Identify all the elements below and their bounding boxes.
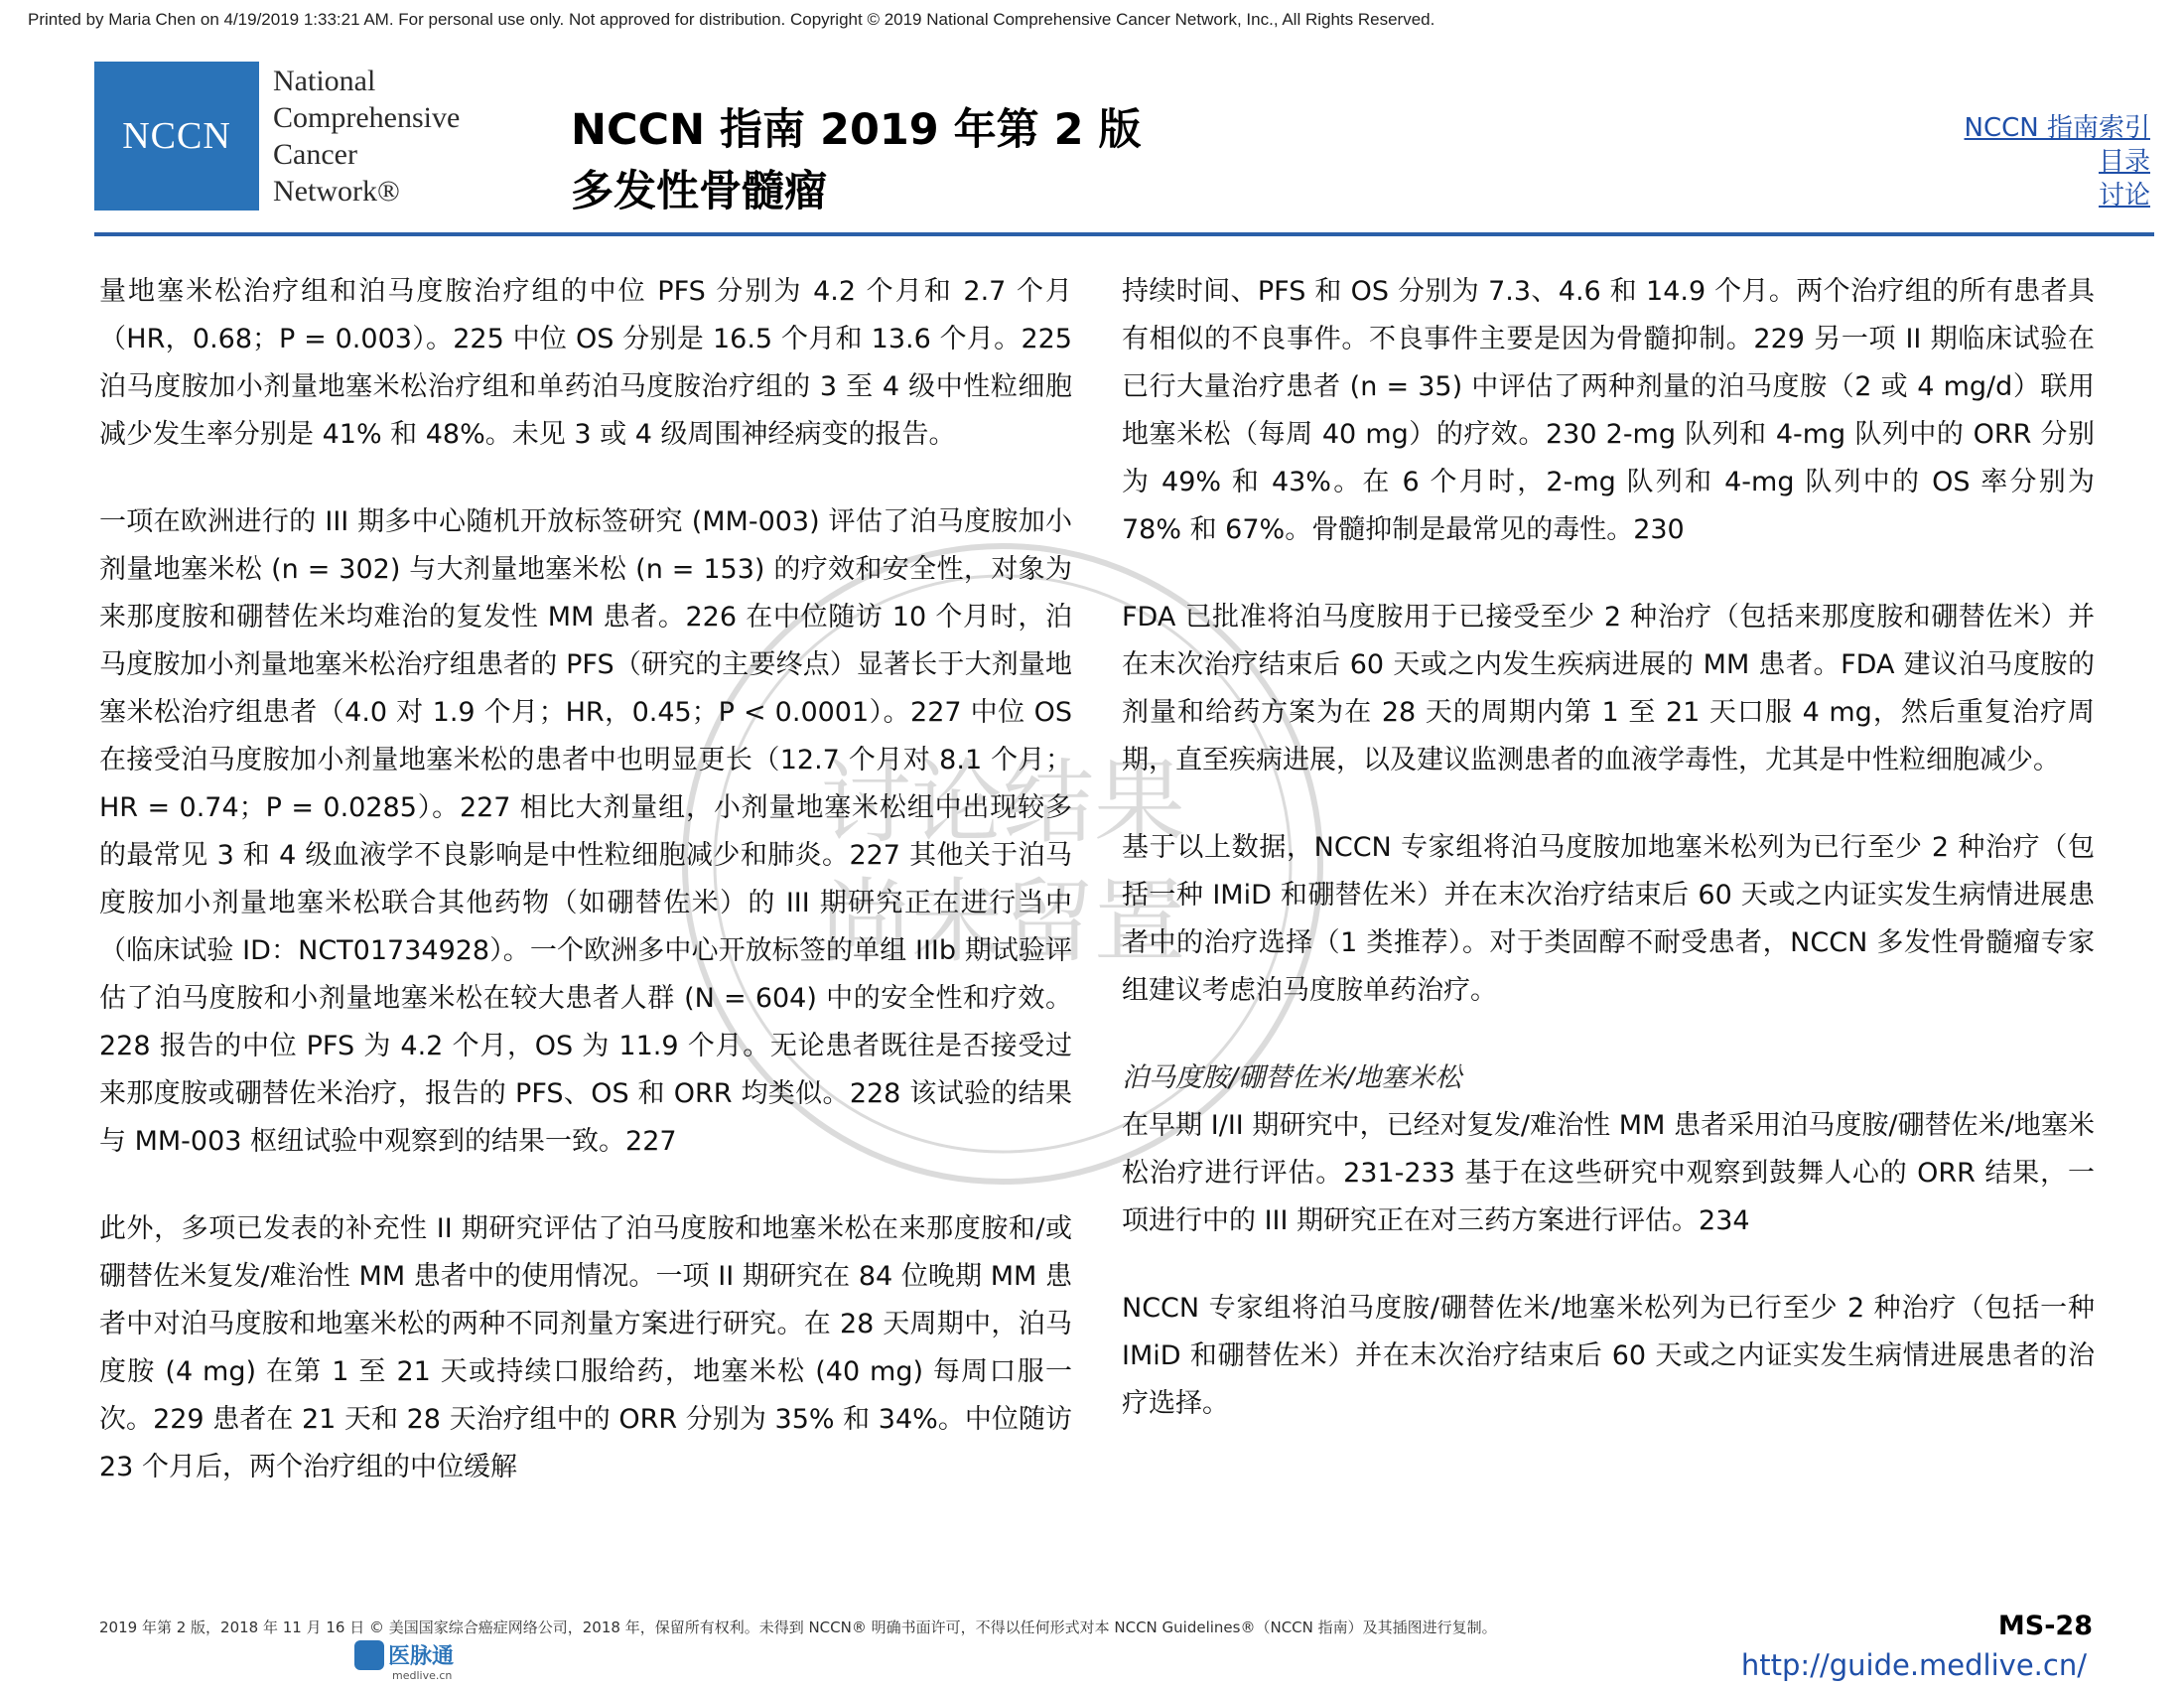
paragraph: 量地塞米松治疗组和泊马度胺治疗组的中位 PFS 分别为 4.2 个月和 2.7 个月（HR，0.68；P = 0.003）。225 中位 OS 分别是 16.5 个月和 13.6 个月。225 泊马度胺加小剂量地塞米松治疗组和单药泊马度胺治疗组的 3 至 4 级中性粒细胞减少发生率分别是 41% 和 48%。未见 3 或 4 级周围神经病变的报告。 bbox=[99, 276, 1072, 450]
title-line-2: 多发性骨髓瘤 bbox=[571, 167, 827, 216]
header-divider bbox=[94, 232, 2154, 236]
nccn-logo-words bbox=[273, 63, 460, 210]
page-title bbox=[571, 99, 1142, 222]
paragraph: NCCN 专家组将泊马度胺/硼替佐米/地塞米松列为已行至少 2 种治疗（包括一种 IMiD 和硼替佐米）并在末次治疗结束后 60 天或之内证实发生病情进展患者的治疗选择。 bbox=[1122, 1293, 2095, 1419]
medlive-logo-domain: medlive.cn bbox=[392, 1669, 453, 1682]
logo-word: Cancer bbox=[273, 138, 357, 171]
medlive-url-link[interactable]: http://guide.medlive.cn/ bbox=[1740, 1648, 2087, 1682]
paragraph: FDA 已批准将泊马度胺用于已接受至少 2 种治疗（包括来那度胺和硼替佐米）并在末次治疗结束后 60 天或之内发生疾病进展的 MM 患者。FDA 建议泊马度胺的剂量和给药方案为在 28 天的周期内第 1 至 21 天口服 4 mg，然后重复治疗周期，直至疾病进展，以及建议监测患者的血液学毒性，尤其是中性粒细胞减少。 bbox=[1122, 602, 2095, 775]
nccn-logo bbox=[94, 62, 460, 211]
title-line-1: NCCN 指南 2019 年第 2 版 bbox=[571, 105, 1142, 155]
page-number: MS-28 bbox=[1997, 1611, 2093, 1641]
paragraph: 在早期 I/II 期研究中，已经对复发/难治性 MM 患者采用泊马度胺/硼替佐米/地塞米松治疗进行评估。231-233 基于在这些研究中观察到鼓舞人心的 ORR 结果，一项进行中的 III 期研究正在对三药方案进行评估。234 bbox=[1122, 1110, 2095, 1236]
logo-word: National bbox=[273, 65, 376, 97]
left-column bbox=[99, 268, 1072, 1531]
section-subheading: 泊马度胺/硼替佐米/地塞米松 bbox=[1122, 1062, 1462, 1093]
paragraph: 基于以上数据，NCCN 专家组将泊马度胺加地塞米松列为已行至少 2 种治疗（包括一种 IMiD 和硼替佐米）并在末次治疗结束后 60 天或之内证实发生病情进展患者中的治疗选择（1 类推荐）。对于类固醇不耐受患者，NCCN 多发性骨髓瘤专家组建议考虑泊马度胺单药治疗。 bbox=[1122, 832, 2095, 1006]
paragraph: 持续时间、PFS 和 OS 分别为 7.3、4.6 和 14.9 个月。两个治疗组的所有患者具有相似的不良事件。不良事件主要是因为骨髓抑制。229 另一项 II 期临床试验在已行大量治疗患者 (n = 35) 中评估了两种剂量的泊马度胺（2 或 4 mg/d）联用地塞米松（每周 40 mg）的疗效。230 2-mg 队列和 4-mg 队列中的 ORR 分别为 49% 和 43%。在 6 个月时，2-mg 队列和 4-mg 队列中的 OS 率分别为 78% 和 67%。骨髓抑制是最常见的毒性。230 bbox=[1122, 276, 2096, 545]
guideline-nav bbox=[1965, 111, 2150, 212]
medlive-logo-name: 医脉通 bbox=[388, 1644, 455, 1669]
paragraph: 此外，多项已发表的补充性 II 期研究评估了泊马度胺和地塞米松在来那度胺和/或硼替佐米复发/难治性 MM 患者中的使用情况。一项 II 期研究在 84 位晚期 MM 患者中对泊马度胺和地塞米松的两种不同剂量方案进行研究。在 28 天周期中，泊马度胺 (4 mg) 在第 1 至 21 天或持续口服给药，地塞米松 (40 mg) 每周口服一次。229 患者在 21 天和 28 天治疗组中的 ORR 分别为 35% 和 34%。中位随访 23 个月后，两个治疗组的中位缓解 bbox=[99, 1213, 1072, 1482]
paragraph: 一项在欧洲进行的 III 期多中心随机开放标签研究 (MM-003) 评估了泊马度胺加小剂量地塞米松 (n = 302) 与大剂量地塞米松 (n = 153) 的疗效和安全性，对象为来那度胺和硼替佐米均难治的复发性 MM 患者。226 在中位随访 10 个月时，泊马度胺加小剂量地塞米松治疗组患者的 PFS（研究的主要终点）显著长于大剂量地塞米松治疗组患者（4.0 对 1.9 个月；HR，0.45；P < 0.0001）。227 中位 OS 在接受泊马度胺加小剂量地塞米松的患者中也明显更长（12.7 个月对 8.1 个月；HR = 0.74；P = 0.0285）。227 相比大剂量组，小剂量地塞米松组中出现较多的最常见 3 和 4 级血液学不良影响是中性粒细胞减少和肺炎。227 其他关于泊马度胺加小剂量地塞米松联合其他药物（如硼替佐米）的 III 期研究正在进行当中（临床试验 ID：NCT01734928）。一个欧洲多中心开放标签的单组 IIIb 期试验评估了泊马度胺和小剂量地塞米松在较大患者人群 (N = 604) 中的安全性和疗效。228 报告的中位 PFS 为 4.2 个月，OS 为 11.9 个月。无论患者既往是否接受过来那度胺或硼替佐米治疗，报告的 PFS、OS 和 ORR 均类似。228 该试验的结果与 MM-003 枢纽试验中观察到的结果一致。227 bbox=[99, 506, 1072, 1157]
watermark-top-text: 讨论结果 bbox=[819, 750, 1186, 856]
print-notice: Printed by Maria Chen on 4/19/2019 1:33:21 AM. For personal use only. Not approved for distribution. Copyright © 2019 National Comprehensive Cancer Network, Inc., All Rights Reserved. bbox=[28, 10, 1435, 29]
nav-link-toc[interactable]: 目录 bbox=[2098, 147, 2150, 177]
nav-link-index[interactable]: NCCN 指南索引 bbox=[1964, 113, 2150, 143]
medlive-logo bbox=[352, 1636, 472, 1682]
watermark-bottom-text: 尚未留置 bbox=[819, 869, 1186, 975]
nav-link-discussion[interactable]: 讨论 bbox=[2098, 181, 2150, 211]
nccn-logo-mark: NCCN bbox=[94, 62, 259, 211]
right-column bbox=[1122, 268, 2095, 1468]
logo-word: Network® bbox=[273, 175, 400, 208]
footer-copyright: 2019 年第 2 版，2018 年 11 月 16 日 © 美国国家综合癌症网络公司，2018 年，保留所有权利。未得到 NCCN® 明确书面许可，不得以任何形式对本 NCCN Guidelines®（NCCN 指南）及其插图进行复制。 bbox=[99, 1618, 1497, 1636]
logo-word: Comprehensive bbox=[273, 101, 461, 134]
